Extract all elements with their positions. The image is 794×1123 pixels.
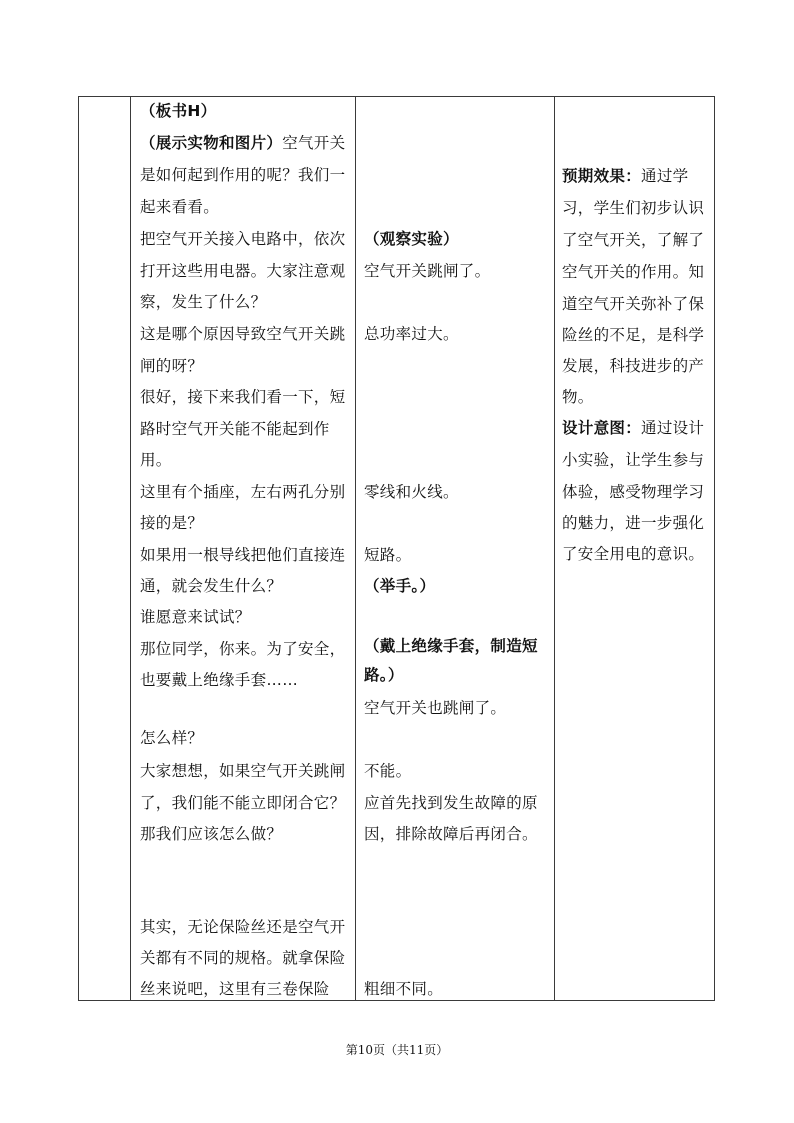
design-label: 设计意图： <box>562 419 642 437</box>
design-note-line: 小实验，让学生参与 <box>562 451 705 469</box>
column-divider <box>130 97 131 1000</box>
student-text-line: 不能。 <box>364 762 412 780</box>
teacher-text-line: 打开这些用电器。大家注意观 <box>140 262 346 280</box>
teacher-text-line: 大家想想，如果空气开关跳闸 <box>140 762 346 780</box>
design-note-line: 了安全用电的意识。 <box>562 545 705 563</box>
design-note-line: 体验，感受物理学习 <box>562 483 705 501</box>
teacher-text-line: （板书H） <box>140 102 217 120</box>
teacher-text-line: 路时空气开关能不能起到作 <box>140 420 330 438</box>
teacher-text-line: 起来看看。 <box>140 198 220 216</box>
line-rest: 空气开关 <box>282 134 346 152</box>
design-note-line: 物。 <box>562 388 594 406</box>
design-note-line: 发展，科技进步的产 <box>562 357 705 375</box>
teacher-text-line: 那我们应该怎么做？ <box>140 825 283 843</box>
design-note-line: 道空气开关弥补了保 <box>562 295 705 313</box>
teacher-text-line: 其实，无论保险丝还是空气开 <box>140 918 346 936</box>
teacher-text-line: 也要戴上绝缘手套…… <box>140 671 299 689</box>
design-note-line: 了空气开关，了解了 <box>562 231 705 249</box>
design-note-line: 的魅力，进一步强化 <box>562 514 705 532</box>
design-note-line <box>562 166 688 186</box>
student-text-line: （观察实验） <box>364 230 459 248</box>
teacher-text-line: 怎么样？ <box>140 729 204 747</box>
student-text-line: 应首先找到发生故障的原 <box>364 794 538 812</box>
column-divider <box>554 97 555 1000</box>
column-divider <box>355 97 356 1000</box>
student-text-line: 路。） <box>364 666 404 684</box>
page-footer: 第10页（共11页） <box>345 1043 449 1057</box>
teacher-text-line <box>140 133 345 153</box>
student-text-line: 空气开关跳闸了。 <box>364 262 491 280</box>
student-text-line: 零线和火线。 <box>364 483 459 501</box>
teacher-text-line: 用。 <box>140 451 172 469</box>
teacher-text-line: 这是哪个原因导致空气开关跳 <box>140 325 346 343</box>
student-text-line: 粗细不同。 <box>364 980 444 998</box>
teacher-text-line: 关都有不同的规格。就拿保险 <box>140 949 346 967</box>
line-rest: 通过设计 <box>641 419 705 437</box>
student-text-line: 空气开关也跳闸了。 <box>364 699 507 717</box>
student-text-line: 因，排除故障后再闭合。 <box>364 825 538 843</box>
design-note-line: 习，学生们初步认识 <box>562 199 705 217</box>
effect-label: 预期效果： <box>562 167 642 185</box>
teacher-text-line: 通，就会发生什么？ <box>140 577 283 595</box>
teacher-text-line: 闸的呀？ <box>140 357 204 375</box>
design-note-line: 空气开关的作用。知 <box>562 263 705 281</box>
student-text-line: 短路。 <box>364 546 412 564</box>
bold-prefix: （展示实物和图片） <box>140 134 283 152</box>
student-text-line: （举手。） <box>364 577 436 595</box>
teacher-text-line: 把空气开关接入电路中，依次 <box>140 230 346 248</box>
teacher-text-line: 了，我们能不能立即闭合它？ <box>140 794 346 812</box>
teacher-text-line: 是如何起到作用的呢？我们一 <box>140 166 346 184</box>
student-text-line: 总功率过大。 <box>364 325 459 343</box>
teacher-text-line: 如果用一根导线把他们直接连 <box>140 546 346 564</box>
teacher-text-line: 谁愿意来试试？ <box>140 608 251 626</box>
design-note-line: 险丝的不足，是科学 <box>562 326 705 344</box>
teacher-text-line: 那位同学，你来。为了安全， <box>140 640 346 658</box>
teacher-text-line: 察，发生了什么？ <box>140 293 267 311</box>
teacher-text-line: 丝来说吧，这里有三卷保险 <box>140 980 330 998</box>
teacher-text-line: 很好，接下来我们看一下，短 <box>140 388 346 406</box>
design-note-line <box>562 418 704 438</box>
line-rest: 通过学 <box>641 167 689 185</box>
teacher-text-line: 这里有个插座，左右两孔分别 <box>140 483 346 501</box>
student-text-line: （戴上绝缘手套，制造短 <box>364 637 538 655</box>
teacher-text-line: 接的是？ <box>140 514 204 532</box>
